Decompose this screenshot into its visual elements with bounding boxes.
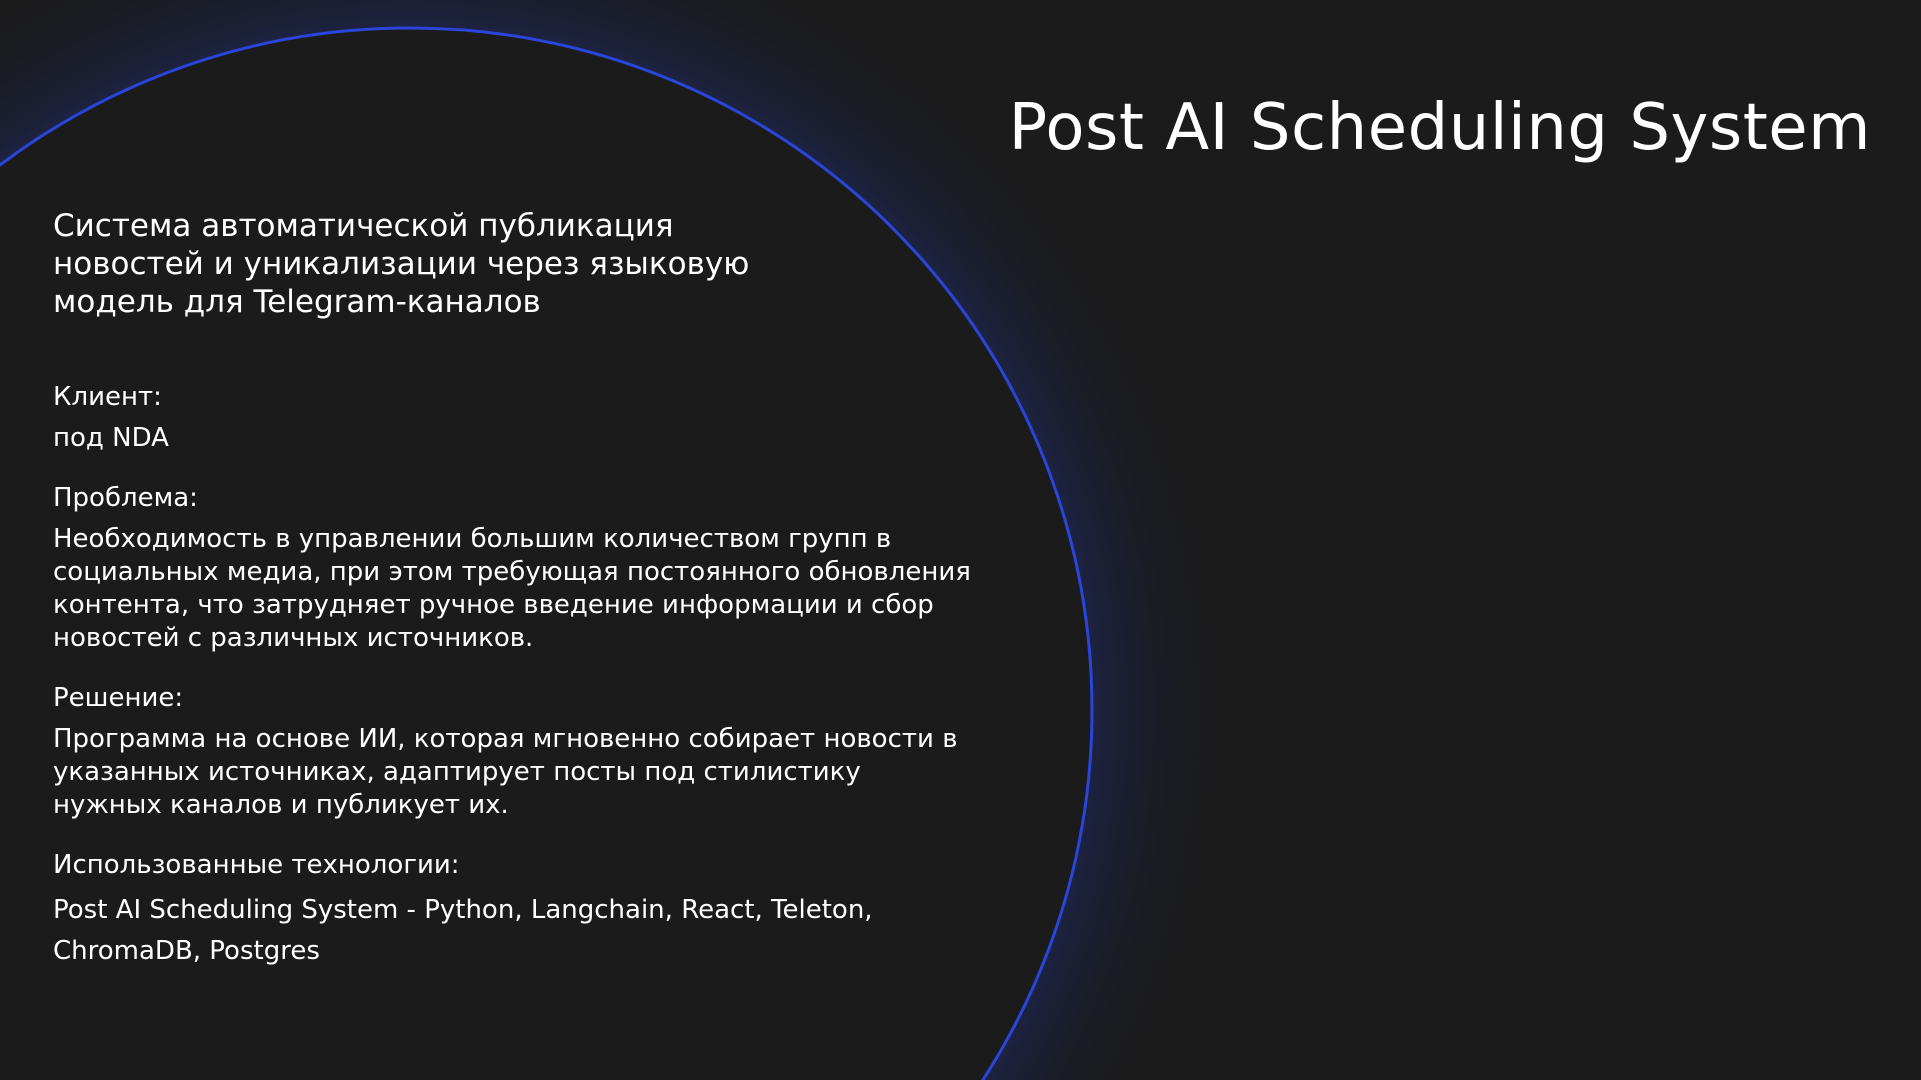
case-details xyxy=(53,380,973,998)
technologies-value: Post AI Scheduling System - Python, Langchain, React, Teleton, ChromaDB, Postgres xyxy=(53,895,873,966)
solution-value: Программа на основе ИИ, которая мгновенно собирает новости в указанных источниках, адаптирует посты под стилистику нужных каналов и публикует их. xyxy=(53,724,958,820)
page-title: Post AI Scheduling System xyxy=(1008,91,1871,165)
technologies-label: Использованные технологии: xyxy=(53,850,460,880)
page-subtitle: Система автоматической публикация новостей и уникализации через языковую модель для Telegram-каналов xyxy=(53,208,750,320)
solution-section xyxy=(53,681,973,822)
client-value: под NDA xyxy=(53,423,169,453)
problem-label: Проблема: xyxy=(53,483,198,513)
client-label: Клиент: xyxy=(53,382,162,412)
client-section xyxy=(53,380,973,455)
problem-value: Необходимость в управлении большим количеством групп в социальных медиа, при этом требующая постоянного обновления контента, что затрудняет ручное введение информации и сбор новостей с различных источников. xyxy=(53,524,971,653)
technologies-section xyxy=(53,848,973,972)
problem-section xyxy=(53,481,973,655)
solution-label: Решение: xyxy=(53,683,184,713)
